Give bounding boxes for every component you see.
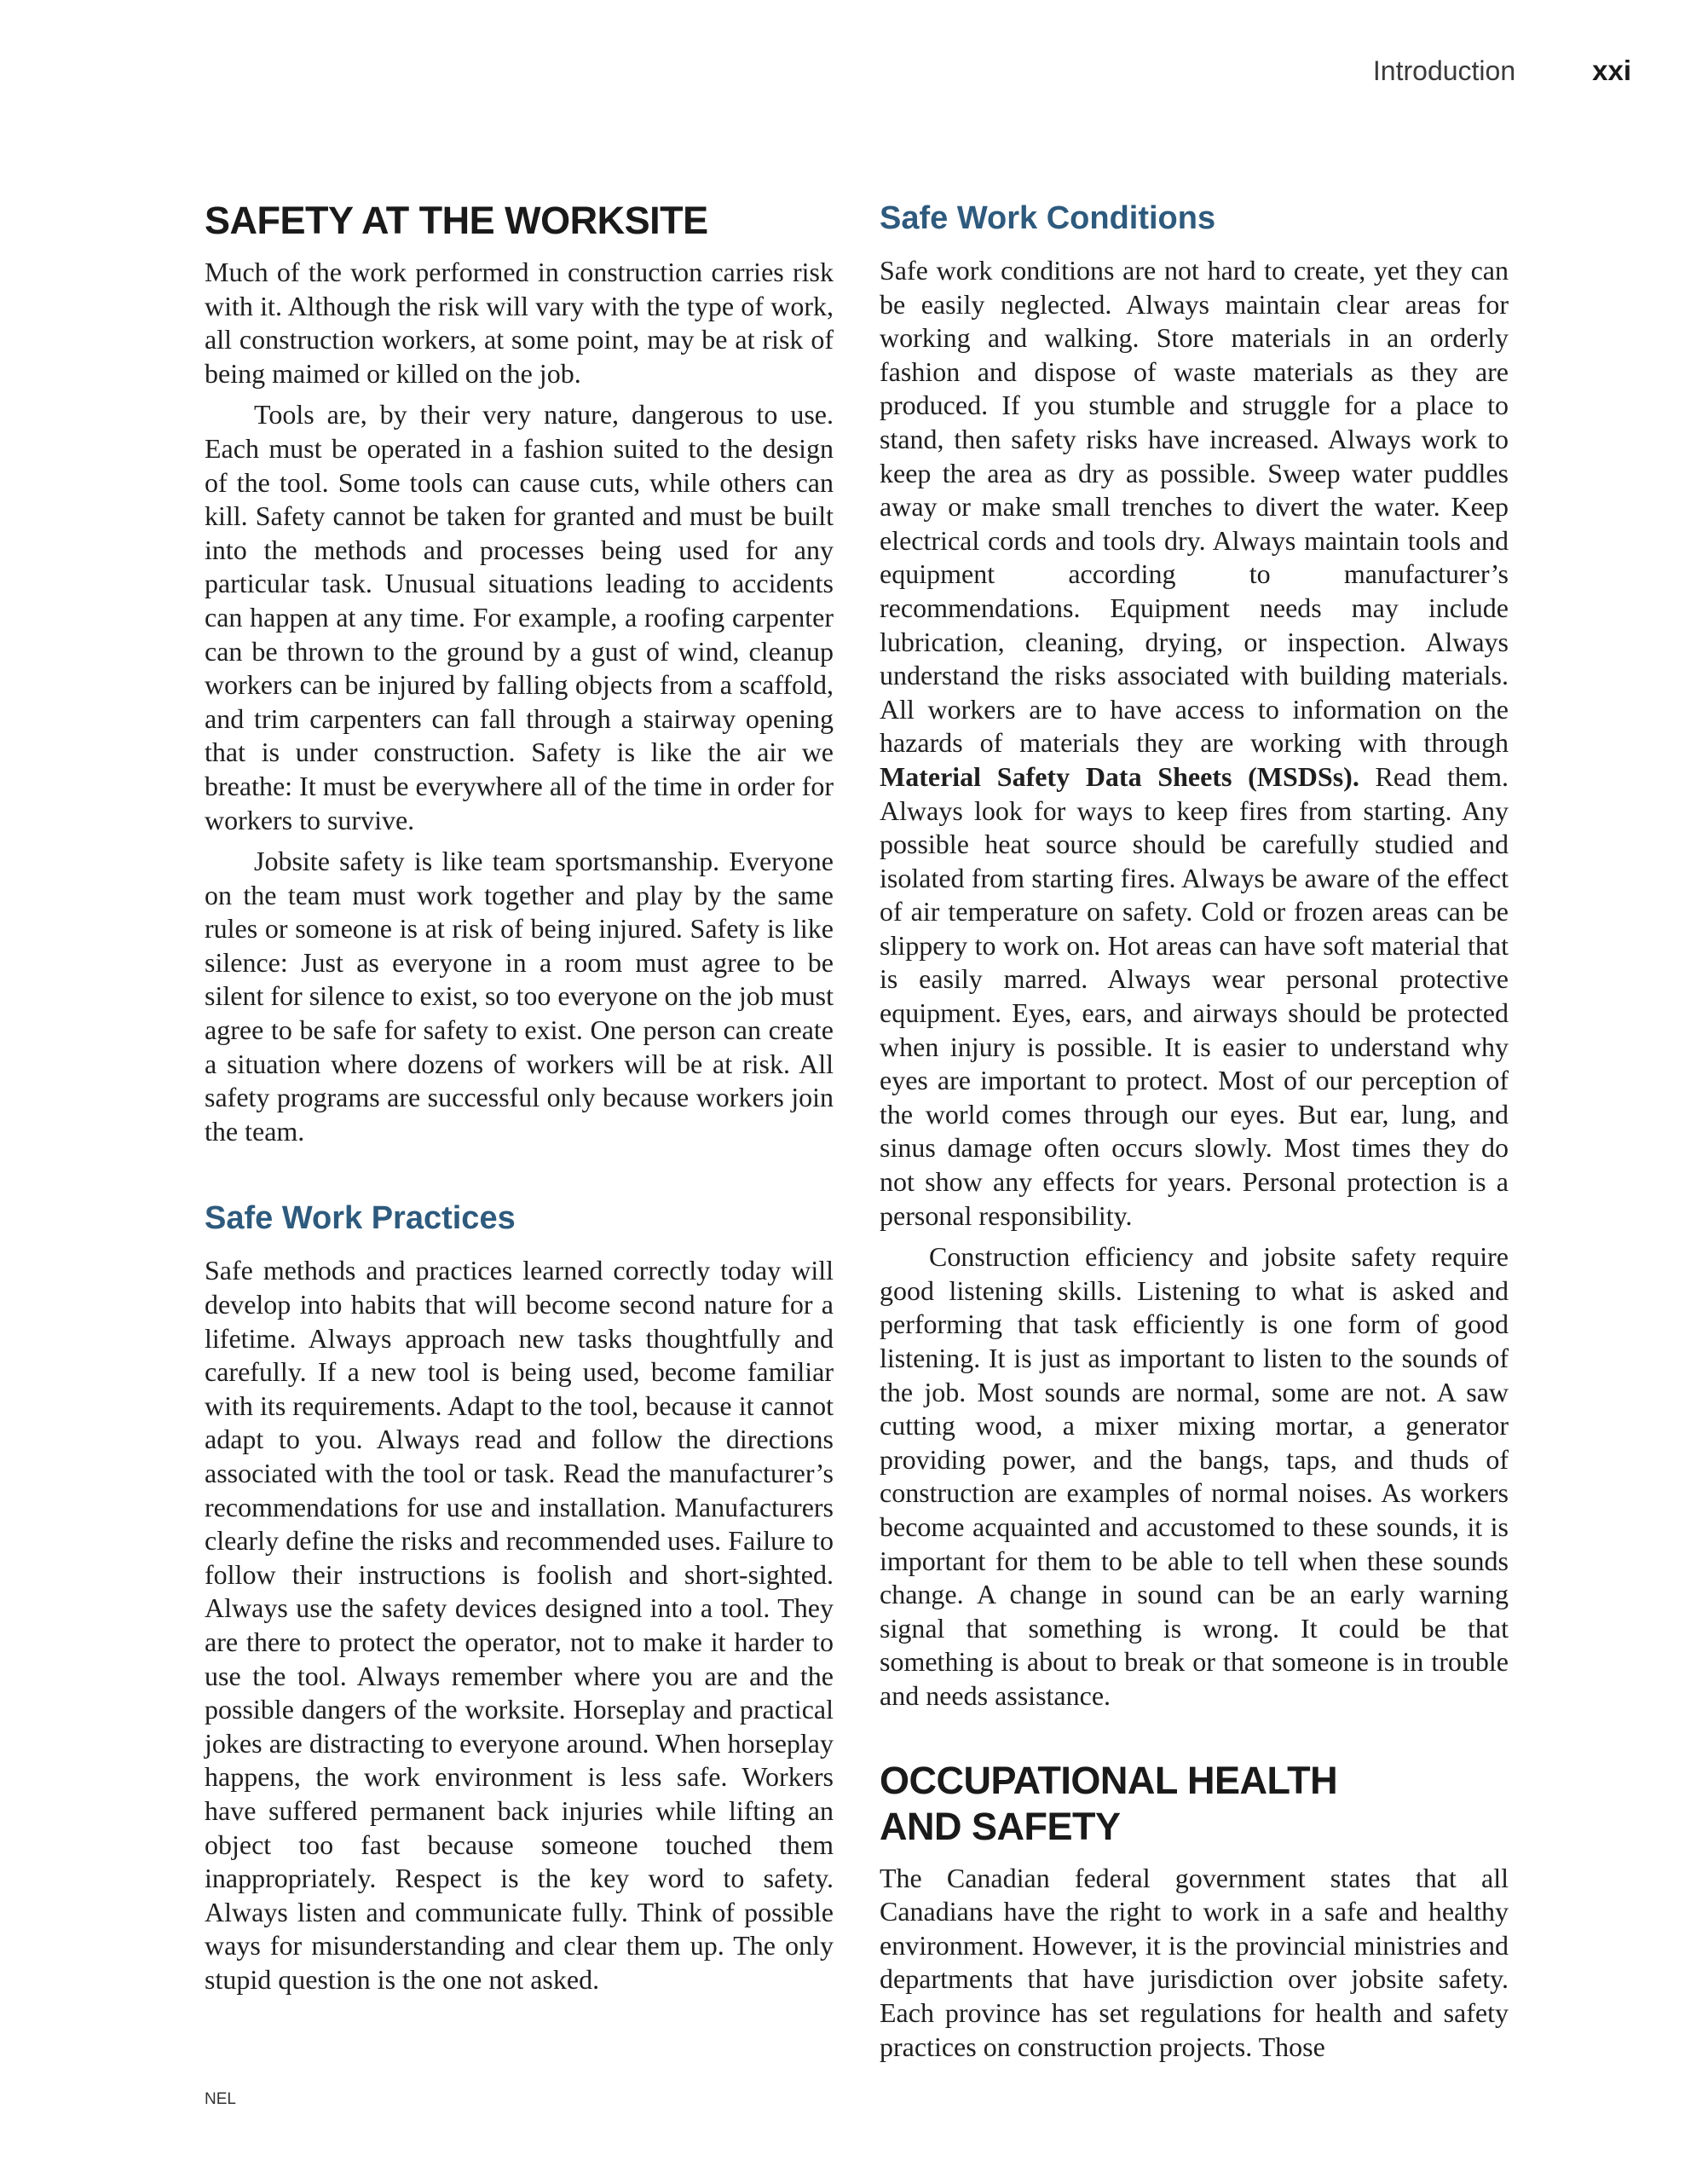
paragraph: Construction efficiency and jobsite safety require good listening skills. Listening to what is asked and performing that task efficiently is one form of good listening. It is just as important to listen to the sounds of the job. Most sounds are normal, some are not. A saw cutting wood, a mixer mixing mortar, a generator providing power, and the bangs, taps, and thuds of construction are examples of normal noises. As workers become acquainted and accustomed to these sounds, it is important for them to be able to tell when these sounds change. A change in sound can be an early warning signal that something is wrong. It could be that something is about to break or that someone is in trouble and needs assistance.	[880, 1241, 1509, 1711]
paragraph: Much of the work performed in construction carries risk with it. Although the risk will vary with the type of work, all construction workers, at some point, may be at risk of being maimed or killed on the job.	[205, 257, 834, 389]
left-column	[205, 198, 834, 2005]
subheading-safe-work-conditions: Safe Work Conditions	[880, 200, 1216, 236]
paragraph-text: Read them. Always look for ways to keep fires from starting. Any possible heat source should be carefully studied and isolated from starting fires. Always be aware of the effect of air temperature on safety. Cold or frozen areas can be slippery to work on. Hot areas can have soft material that is easily marred. Always wear personal protective equipment. Eyes, ears, and airways should be protected when injury is possible. It is easier to understand why eyes are important to protect. Most of our perception of the world comes through our eyes. But ear, lung, and sinus damage often occurs slowly. Most times they do not show any effects for years. Personal protection is a personal responsibility.	[880, 760, 1509, 1231]
subheading-safe-work-practices: Safe Work Practices	[205, 1200, 516, 1237]
heading-line: OCCUPATIONAL HEALTH	[880, 1758, 1338, 1802]
right-column	[880, 198, 1509, 2071]
paragraph: Tools are, by their very nature, dangerous to use. Each must be operated in a fashion suited to the design of the tool. Some tools can cause cuts, while others can kill. Safety cannot be taken for granted and must be built into the methods and processes being used for any particular task. Unusual situations leading to accidents can happen at any time. For example, a roofing carpenter can be thrown to the ground by a gust of wind, cleanup workers can be injured by falling objects from a scaffold, and trim carpenters can fall through a stairway opening that is under construction. Safety is like the air we breathe: It must be everywhere all of the time in order for workers to survive.	[205, 399, 834, 835]
paragraph: Jobsite safety is like team sportsmanship. Everyone on the team must work together and play by the same rules or someone is at risk of being injured. Safety is like silence: Just as everyone in a room must agree to be silent for silence to exist, so too everyone on the job must agree to be safe for safety to exist. One person can create a situation where dozens of workers will be at risk. All safety programs are successful only because workers join the team.	[205, 846, 834, 1147]
running-head	[1373, 55, 1631, 87]
section-heading-safety-at-worksite: SAFETY AT THE WORKSITE	[205, 199, 708, 242]
paragraph	[880, 254, 1509, 1233]
running-head-section: Introduction	[1372, 55, 1516, 86]
paragraph-text: Safe work conditions are not hard to create, yet they can be easily neglected. Always maintain clear areas for working and walking. Store materials in an orderly fashion and dispose of waste materials as they are produced. If you stumble and struggle for a place to stand, then safety risks have increased. Always work to keep the area as dry as possible. Sweep water puddles away or make small trenches to divert the water. Keep electrical cords and tools dry. Always maintain tools and equipment according to manufacturer’s recommendations. Equipment needs may include lubrication, cleaning, drying, or inspection. Always understand the risks associated with building materials. All workers are to have access to information on the hazards of materials they are working with through	[880, 255, 1509, 759]
section-heading-occupational-health	[880, 1758, 1509, 1850]
footer-publisher: NEL	[205, 2090, 236, 2108]
paragraph: The Canadian federal government states that all Canadians have the right to work in a safe and healthy environment. However, it is the provincial ministries and departments that have jurisdiction over jobsite safety. Each province has set regulations for health and safety practices on construction projects. Those	[880, 1862, 1509, 2062]
heading-line: AND SAFETY	[880, 1804, 1121, 1848]
msds-term: Material Safety Data Sheets (MSDSs).	[880, 760, 1359, 792]
paragraph: Safe methods and practices learned correctly today will develop into habits that will become second nature for a lifetime. Always approach new tasks thoughtfully and carefully. If a new tool is being used, become familiar with its requirements. Adapt to the tool, because it cannot adapt to you. Always read and follow the directions associated with the tool or task. Read the manufacturer’s recommendations for use and installation. Manufacturers clearly define the risks and recommended uses. Failure to follow their instructions is foolish and short-sighted. Always use the safety devices designed into a tool. They are there to protect the operator, not to make it harder to use the tool. Always remember where you are and the possible dangers of the worksite. Horseplay and practical jokes are distracting to everyone around. When horseplay happens, the work environment is less safe. Workers have suffered permanent back injuries while lifting an object too fast because someone touched them inappropriately. Respect is the key word to safety. Always listen and communicate fully. Think of possible ways for misunderstanding and clear them up. The only stupid question is the one not asked.	[205, 1255, 834, 1995]
page-number: xxi	[1592, 55, 1631, 86]
